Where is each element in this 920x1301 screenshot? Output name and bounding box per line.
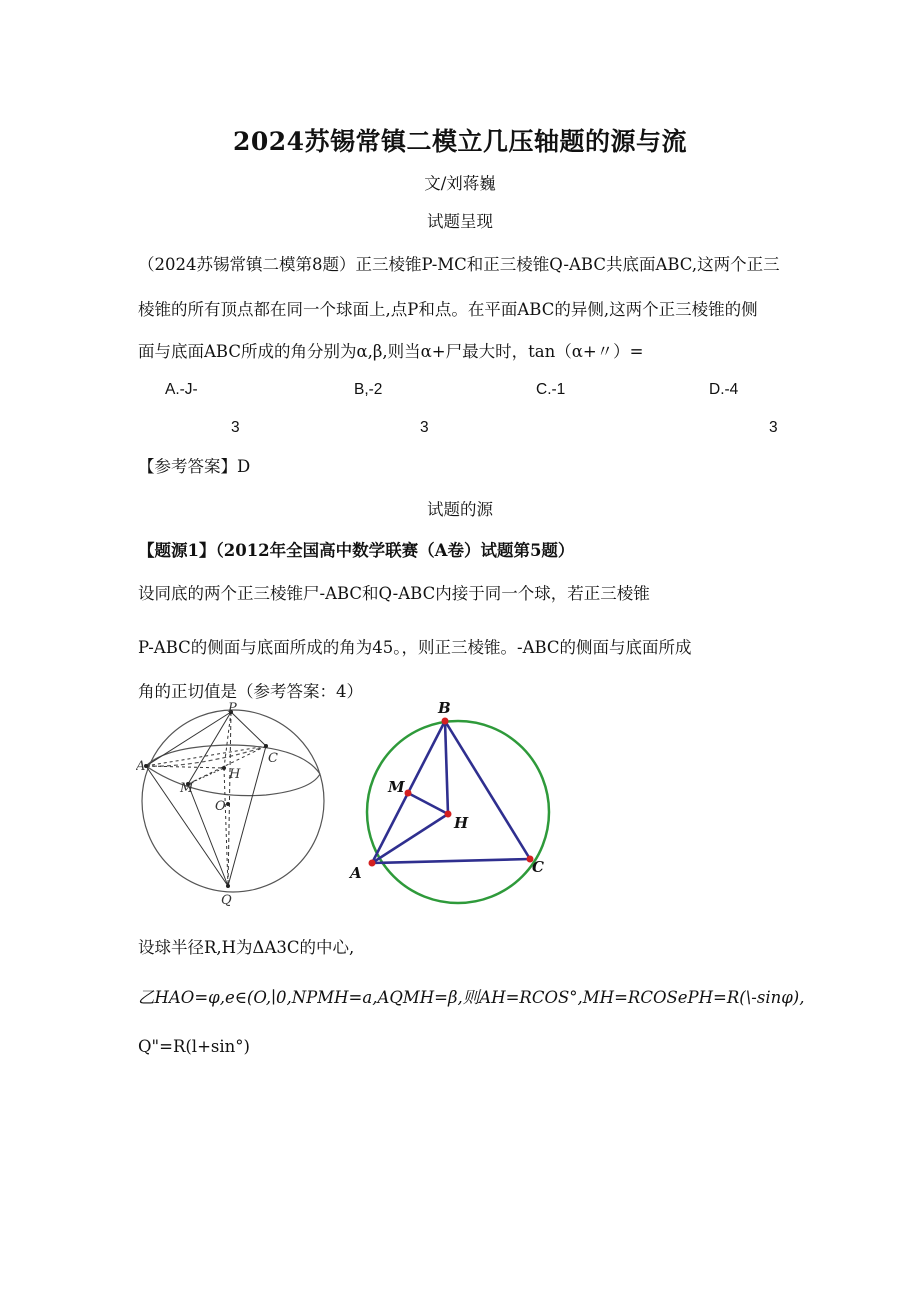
solution-line-1: 设球半径R,H为ΔA3C的中心, [138, 938, 355, 957]
source-line-3: 角的正切值是（参考答案：4） [138, 682, 363, 701]
problem-line-1: （2024苏锡常镇二模第8题）正三棱锥P-MC和正三棱锥Q-ABC共底面ABC,这两个正三 [138, 255, 780, 274]
document-title: 2024苏锡常镇二模立几压轴题的源与流 [232, 127, 688, 156]
solution-line-3: Q"=R(l+sin°) [138, 1037, 250, 1056]
answer-line: 【参考答案】D [138, 457, 251, 476]
label-m: M [180, 781, 194, 796]
label-c: C [268, 751, 278, 766]
option-a: A.-J- [165, 381, 198, 398]
label-b: B [438, 699, 451, 717]
author-line: 文/刘蒋巍 [424, 174, 496, 193]
label-o: O [215, 799, 226, 814]
option-d-denominator: 3 [769, 419, 778, 436]
solution-line-2: 乙HAO=φ,e∈(O,∣0,NPMH=a,AQMH=β,则AH=RCOS°,MH=RCOSePH=R(\-sinφ), [138, 988, 805, 1007]
section-heading-source: 试题的源 [427, 500, 493, 519]
label-m2: M [388, 778, 405, 796]
label-a: A [136, 759, 146, 774]
problem-line-2: 棱锥的所有顶点都在同一个球面上,点P和点。在平面ABC的异侧,这两个正三棱锥的侧 [138, 300, 758, 319]
option-a-denominator: 3 [231, 419, 240, 436]
label-h: H [229, 767, 241, 782]
label-c2: C [532, 858, 544, 876]
label-h2: H [454, 814, 469, 832]
section-heading-problem: 试题呈现 [427, 212, 493, 231]
source-heading: 【题源1】（2012年全国高中数学联赛（A卷）试题第5题） [138, 541, 575, 560]
option-b-denominator: 3 [420, 419, 429, 436]
triangle-circle-figure [344, 696, 560, 918]
option-d: D.-4 [709, 381, 739, 398]
label-p: P [228, 701, 237, 716]
label-q: Q [221, 893, 232, 908]
label-a2: A [350, 864, 362, 882]
sphere-pyramid-figure [136, 700, 336, 912]
source-line-2: P-ABC的侧面与底面所成的角为45。，则正三棱锥。-ABC的侧面与底面所成 [138, 638, 692, 657]
option-c: C.-1 [536, 381, 566, 398]
option-b: B,-2 [354, 381, 383, 398]
problem-line-3: 面与底面ABC所成的角分别为α,β,则当α+尸最大时，tan（α+〃）= [138, 342, 644, 361]
source-line-1: 设同底的两个正三棱锥尸-ABC和Q-ABC内接于同一个球，若正三棱锥 [138, 584, 650, 603]
